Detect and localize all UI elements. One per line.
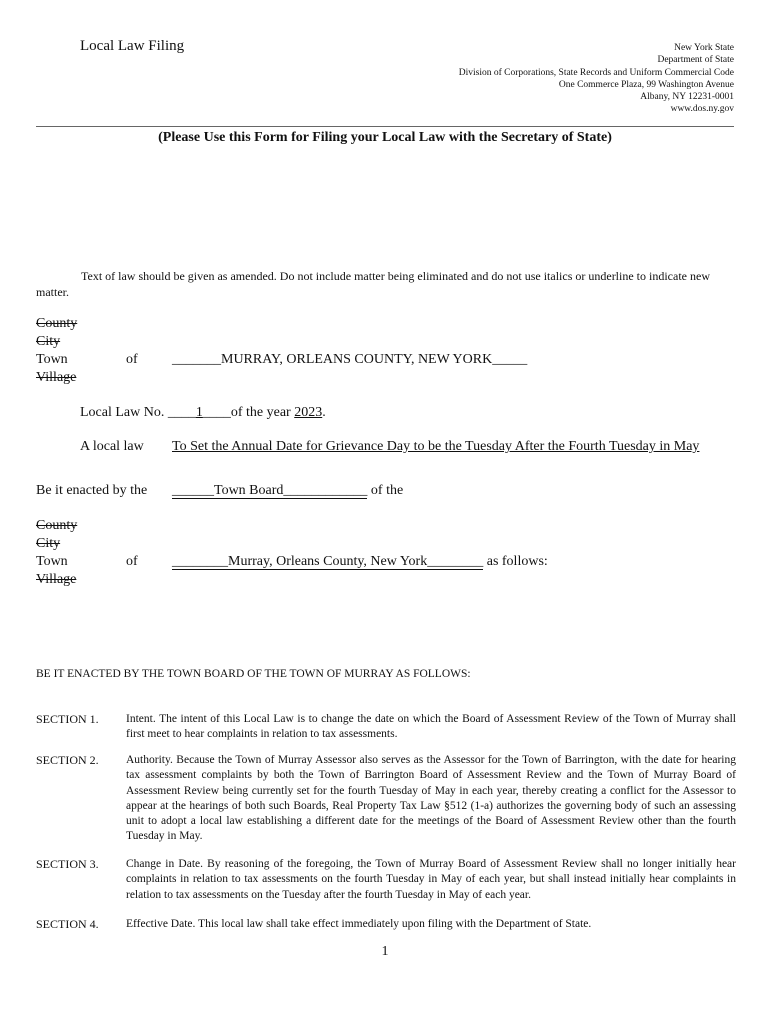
municipality-name: ________Murray, Orleans County, New York________	[172, 554, 484, 569]
enactment-clause: BE IT ENACTED BY THE TOWN BOARD OF THE TOWN OF MURRAY AS FOLLOWS:	[36, 668, 471, 680]
municipality-name: _______MURRAY, ORLEANS COUNTY, NEW YORK_____	[172, 352, 528, 367]
section-label: SECTION 3.	[36, 857, 99, 871]
of-label: of	[126, 352, 138, 367]
section-label: SECTION 1.	[36, 712, 99, 726]
a-local-law-label: A local law	[80, 439, 144, 454]
local-law-year: 2023	[294, 405, 323, 420]
address-line: Division of Corporations, State Records and Uniform Commercial Code	[458, 67, 734, 78]
address-line: Department of State	[657, 55, 734, 66]
instructions	[36, 268, 736, 300]
section-label: SECTION 4.	[36, 917, 99, 931]
enacting-body-line	[172, 483, 403, 499]
county-option: County	[36, 518, 78, 533]
section-text: Effective Date. This local law shall take effect immediately upon filing with the Department of State.	[126, 918, 592, 930]
of-label: of	[126, 554, 138, 569]
form-heading: (Please Use this Form for Filing your Local Law with the Secretary of State)	[158, 130, 612, 145]
header-divider	[36, 126, 734, 127]
instructions-text: Text of law should be given as amended. Do not include matter being eliminated and do not use italics or underline to indicate new matter.	[36, 269, 710, 299]
address-line: New York State	[674, 43, 734, 53]
local-law-label: Local Law No.	[80, 405, 165, 420]
local-law-number-prefix: ____	[167, 405, 196, 420]
enacted-of-the: of the	[370, 483, 404, 498]
address-line: www.dos.ny.gov	[670, 104, 734, 115]
town-option: Town	[36, 352, 68, 367]
local-law-number-suffix: ____	[202, 405, 231, 420]
village-option: Village	[36, 370, 77, 385]
city-option: City	[36, 334, 61, 349]
section-text: Authority. Because the Town of Murray Assessor also serves as the Assessor for the Town of Barrington, with the date for hearing tax assessment complaints by both the Town of Barrington Board of Assessment Review and the Town of Murray Board of Assessment Review being currently set for the fourth Tuesday of May in each year, thereby creating a conflict for the Assessor to appear at the hearings of both such Boards, Real Property Tax Law §512 (1-a) authorizes the governing body of such an assessing unit to adopt a local law establishing a different date for the meetings of the Board of Assessment Review other than the fourth Tuesday in May.	[126, 754, 736, 843]
enacting-body: ______Town Board____________	[172, 483, 368, 498]
enacted-by-label: Be it enacted by the	[36, 483, 148, 498]
local-law-title: To Set the Annual Date for Grievance Day to be the Tuesday After the Fourth Tuesday in May	[172, 439, 700, 454]
local-law-period: .	[322, 405, 326, 420]
village-option: Village	[36, 572, 77, 587]
year-label: of the year	[230, 405, 291, 420]
document-title: Local Law Filing	[80, 38, 185, 54]
local-law-number-line	[80, 405, 326, 421]
municipality-name-line	[172, 554, 548, 570]
town-option: Town	[36, 554, 68, 569]
address-line: One Commerce Plaza, 99 Washington Avenue	[558, 79, 734, 90]
agency-address	[459, 42, 734, 116]
local-law-number: 1	[195, 405, 203, 420]
address-line: Albany, NY 12231-0001	[640, 92, 734, 103]
county-option: County	[36, 316, 78, 331]
page-number: 1	[381, 944, 389, 959]
city-option: City	[36, 536, 61, 551]
section-label: SECTION 2.	[36, 753, 99, 767]
section-text: Change in Date. By reasoning of the foregoing, the Town of Murray Board of Assessment Review shall no longer initially hear complaints in relation to tax assessments on the fourth Tuesday in May of each year, but shall instead initially hear complaints in relation to tax assessments on the Tuesday after the fourth Tuesday in May of each year.	[126, 858, 736, 901]
section-text: Intent. The intent of this Local Law is to change the date on which the Board of Assessment Review of the Town of Murray shall first meet to hear complaints in relation to tax assessments.	[126, 713, 736, 741]
as-follows: as follows:	[486, 554, 548, 569]
